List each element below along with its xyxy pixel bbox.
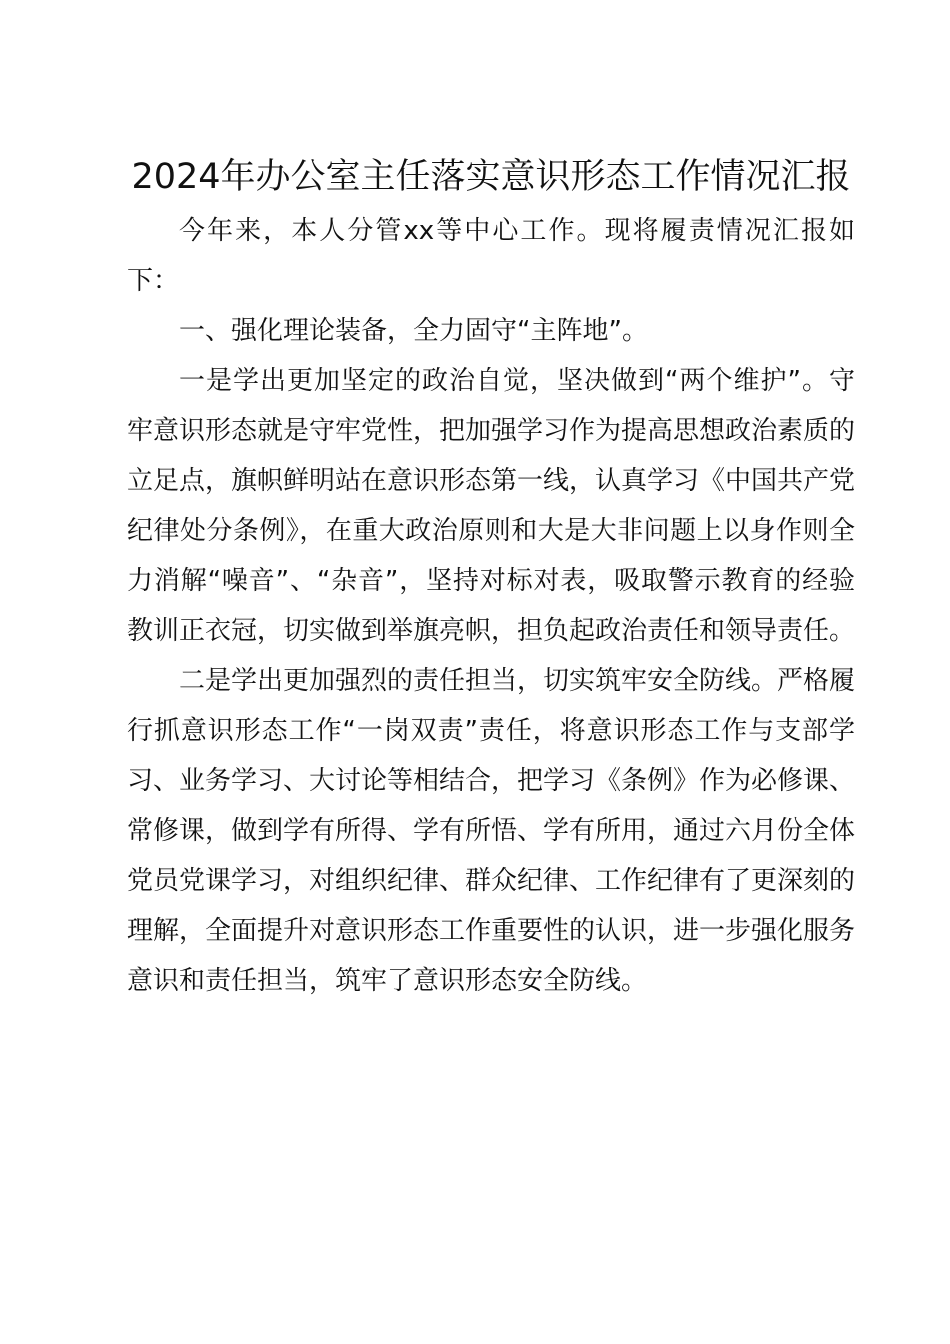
paragraph-intro: 今年来，本人分管xx等中心工作。现将履责情况汇报如下： (127, 216, 855, 296)
document-body (127, 154, 855, 1006)
paragraph-point-2: 二是学出更加强烈的责任担当，切实筑牢安全防线。严格履行抓意识形态工作“一岗双责”责任，将意识形态工作与支部学习、业务学习、大讨论等相结合，把学习《条例》作为必修课、常修课，做到学有所得、学有所悟、学有所用，通过六月份全体党员党课学习，对组织纪律、群众纪律、工作纪律有了更深刻的理解，全面提升对意识形态工作重要性的认识，进一步强化服务意识和责任担当，筑牢了意识形态安全防线。 (127, 666, 856, 996)
paragraph-point-1: 一是学出更加坚定的政治自觉，坚决做到“两个维护”。守牢意识形态就是守牢党性，把加强学习作为提高思想政治素质的立足点，旗帜鲜明站在意识形态第一线，认真学习《中国共产党纪律处分条例》，在重大政治原则和大是大非问题上以身作则全力消解“噪音”、“杂音”，坚持对标对表，吸取警示教育的经验教训正衣冠，切实做到举旗亮帜，担负起政治责任和领导责任。 (127, 366, 856, 646)
section-heading-1: 一、强化理论装备，全力固守“主阵地”。 (179, 316, 648, 346)
document-title: 2024年办公室主任落实意识形态工作情况汇报 (131, 157, 851, 197)
